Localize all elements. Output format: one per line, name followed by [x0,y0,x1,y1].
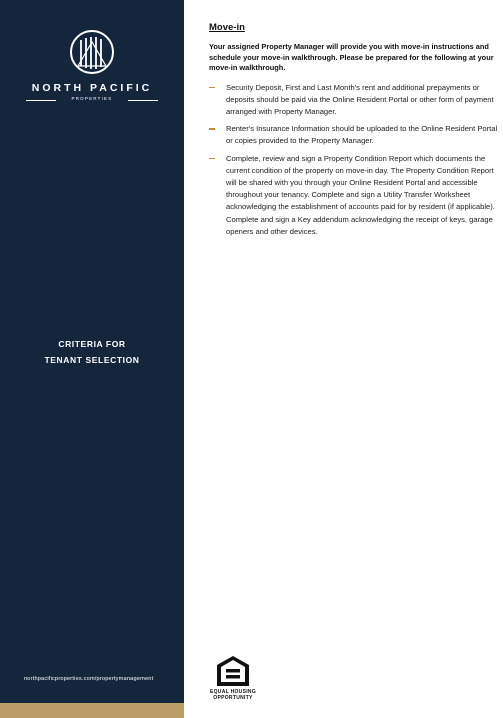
brand-name: NORTH PACIFIC [31,82,153,94]
intro-paragraph: Your assigned Property Manager will provide you with move-in instructions and schedule your move-in walkthrough. Please be prepared for the following at your move-in walkthrough. [209,42,494,72]
bullet-list [209,82,501,238]
brand-subtitle: PROPERTIES [71,96,113,101]
bullet-dash-icon [209,87,215,89]
equal-housing-line-1: EQUAL HOUSING [209,689,257,695]
bullet-dash-icon [209,158,215,160]
list-item-text: Complete, review and sign a Property Condition Report which documents the current condition of the property on move-in day. The Property Condition Report will be shared with you through your Online Resident Portal and accessible throughout your tenancy. Complete and sign a Utility Transfer Worksheet acknowledging the establishment of accounts paid for by resident (if applicable). Complete and sign a Key addendum acknowledging the receipt of keys, garage openers and other devices. [226,153,495,236]
equal-housing-logo [208,655,258,701]
list-item-text: Security Deposit, First and Last Month's rent and additional prepayments or deposits should be paid via the Online Resident Portal or other form of payment arranged with Property Manager. [226,82,494,116]
equal-housing-line-2: OPPORTUNITY [213,694,253,701]
list-item-text: Renter's Insurance Information should be uploaded to the Online Resident Portal or copies provided to the Property Manager. [226,124,498,146]
brand-subtitle-row [26,96,158,104]
section-heading: Move-in [209,22,245,33]
equal-housing-icon [216,655,250,687]
gold-accent-bar [0,703,184,718]
document-title [0,336,184,368]
website-url: northpacificproperties.com/propertymanagement [24,676,154,682]
document-title-line-1: CRITERIA FOR [58,339,126,349]
bullet-dash-icon [209,128,215,130]
sidebar [0,0,184,703]
divider [128,100,158,101]
equal-housing-text [208,690,258,701]
building-logo-icon [70,30,114,74]
document-title-line-2: TENANT SELECTION [44,355,140,365]
list-item [209,82,501,119]
list-item [209,123,501,147]
main-content [209,22,501,243]
list-item [209,153,501,238]
